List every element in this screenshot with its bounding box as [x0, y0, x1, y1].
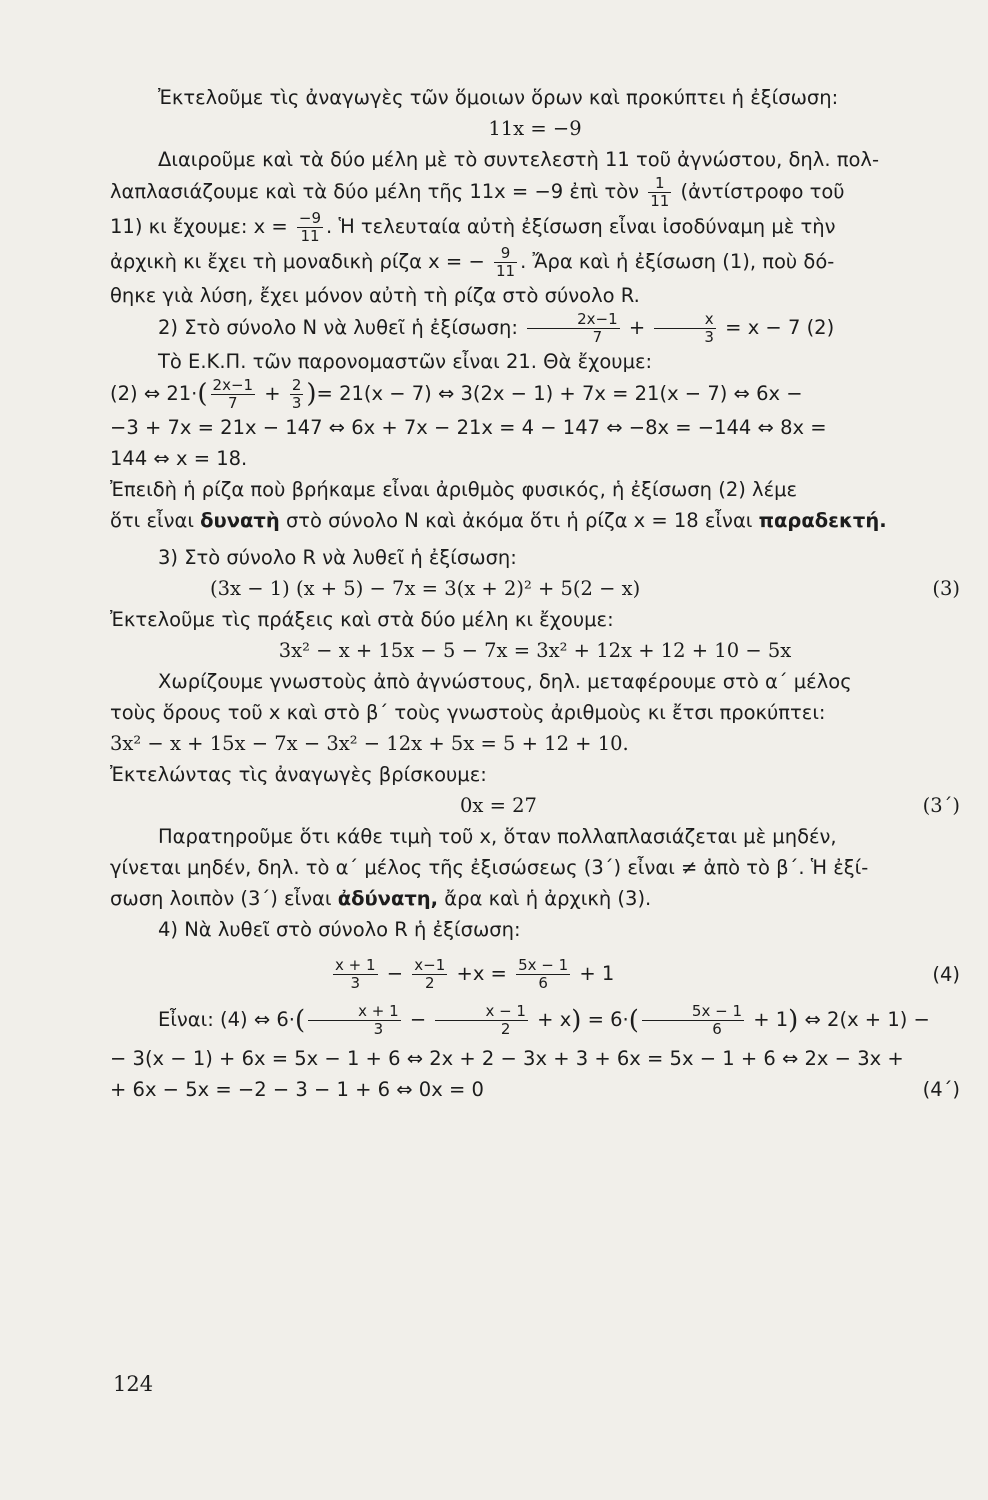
equation-row: (3x − 1) (x + 5) − 7x = 3(x + 2)² + 5(2 − x) (3): [210, 577, 960, 600]
equation-row: 0x = 27 (3΄): [460, 794, 960, 817]
text-line: τοὺς ὅρους τοῦ x καὶ στὸ β΄ τοὺς γνωστοὺς ἀριθμοὺς κι ἔτσι προκύπτει:: [110, 701, 826, 724]
bold-term: ἀδύνατη,: [337, 887, 439, 910]
fraction: $\frac{2}{3}$: [291, 376, 302, 412]
document-body: [110, 82, 960, 1105]
text-line: ἀρχικὴ κι ἔχει τὴ μοναδικὴ ρίζα x = − $\frac{9}{11}$ . Ἄρα καὶ ἡ ἐξίσωση (1), ποὺ δό-: [110, 244, 835, 280]
text-line: Παρατηροῦμε ὅτι κάθε τιμὴ τοῦ x, ὅταν πολλαπλασιάζεται μὲ μηδέν,: [158, 825, 837, 848]
text-line: Εἶναι: (4) ⇔ 6·( $\frac{x + 1}{3}$ − $\frac{x - 1}{2}$ + x) = 6·( $\frac{5x - 1}{6}$ + 1) ⇔ 2(x + 1) −: [158, 1002, 930, 1038]
text-line: λαπλασιάζουμε καὶ τὰ δύο μέλη τῆς 11x = −9 ἐπὶ τὸν $\frac{1}{11}$ (ἀντίστροφο τοῦ: [110, 174, 845, 210]
fraction: $\frac{x + 1}{3}$: [308, 1003, 401, 1038]
text-line: Τὸ Ε.Κ.Π. τῶν παρονομαστῶν εἶναι 21. Θὰ ἔχουμε:: [158, 350, 653, 373]
text-line: 3) Στὸ σύνολο R νὰ λυθεῖ ἡ ἐξίσωση:: [158, 546, 517, 569]
fraction: $\frac{5x - 1}{6}$: [642, 1003, 744, 1038]
equation-row: $\frac{x + 1}{3}$ − $\frac{x-1}{2}$ +x = $\frac{5x - 1}{6}$ + 1 (4): [335, 955, 960, 992]
text-line: (2) ⇔ 21·( $\frac{2x-1}{7}$ + $\frac{2}{3}$ )= 21(x − 7) ⇔ 3(2x − 1) + 7x = 21(x − 7) ⇔ 6x −: [110, 376, 803, 412]
fraction: $\frac{5x - 1}{6}$: [518, 955, 569, 992]
bold-term: δυνατὴ: [200, 509, 280, 532]
text-line: 11) κι ἔχουμε: x = $\frac{-9}{11}$ . Ἡ τελευταία αὐτὴ ἐξίσωση εἶναι ἰσοδύναμη μὲ τὴν: [110, 209, 836, 245]
text-line: Διαιροῦμε καὶ τὰ δύο μέλη μὲ τὸ συντελεστὴ 11 τοῦ ἀγνώστου, δηλ. πολ-: [158, 148, 879, 171]
text-line: 4) Νὰ λυθεῖ στὸ σύνολο R ἡ ἐξίσωση:: [158, 918, 521, 941]
equation: 3x² − x + 15x − 5 − 7x = 3x² + 12x + 12 + 10 − 5x: [278, 639, 792, 662]
text-line: 144 ⇔ x = 18.: [110, 447, 248, 470]
text-line: γίνεται μηδέν, δηλ. τὸ α΄ μέλος τῆς ἐξισώσεως (3΄) εἶναι ≠ ἀπὸ τὸ β΄. Ἡ ἐξί-: [110, 856, 869, 879]
text-line: σωση λοιπὸν (3΄) εἶναι ἀδύνατη, ἄρα καὶ ἡ ἀρχικὴ (3).: [110, 887, 652, 910]
fraction: $\frac{x - 1}{2}$: [435, 1003, 528, 1038]
fraction: $\frac{x-1}{2}$: [414, 955, 446, 992]
text-line: ὅτι εἶναι δυνατὴ στὸ σύνολο N καὶ ἀκόμα ὅτι ἡ ρίζα x = 18 εἶναι παραδεκτή.: [110, 509, 887, 532]
fraction: $\frac{x}{3}$: [654, 311, 716, 346]
text-line: −3 + 7x = 21x − 147 ⇔ 6x + 7x − 21x = 4 − 147 ⇔ −8x = −144 ⇔ 8x =: [110, 416, 827, 439]
text-line: θηκε γιὰ λύση, ἔχει μόνον αὐτὴ τὴ ρίζα στὸ σύνολο R.: [110, 284, 640, 307]
page-number: 124: [113, 1372, 154, 1396]
text-line: 2) Στὸ σύνολο N νὰ λυθεῖ ἡ ἐξίσωση: $\frac{2x-1}{7}$ + $\frac{x}{3}$ = x − 7 (2): [158, 310, 835, 346]
fraction: $\frac{2x-1}{7}$: [527, 311, 620, 346]
equation-row: + 6x − 5x = −2 − 3 − 1 + 6 ⇔ 0x = 0 (4΄): [110, 1078, 960, 1101]
text-line: Ἐπειδὴ ἡ ρίζα ποὺ βρήκαμε εἶναι ἀριθμὸς φυσικός, ἡ ἐξίσωση (2) λέμε: [110, 478, 798, 501]
bold-term: παραδεκτή.: [758, 509, 887, 532]
fraction: $\frac{1}{11}$: [650, 174, 670, 210]
text-line: Ἐκτελοῦμε τὶς ἀναγωγὲς τῶν ὅμοιων ὅρων καὶ προκύπτει ἡ ἐξίσωση:: [158, 86, 839, 109]
fraction: $\frac{-9}{11}$: [298, 209, 322, 245]
fraction: $\frac{x + 1}{3}$: [335, 955, 376, 992]
fraction: $\frac{2x-1}{7}$: [212, 376, 254, 412]
text-line: − 3(x − 1) + 6x = 5x − 1 + 6 ⇔ 2x + 2 − 3x + 3 + 6x = 5x − 1 + 6 ⇔ 2x − 3x +: [110, 1047, 904, 1070]
text-line: Χωρίζουμε γνωστοὺς ἀπὸ ἀγνώστους, δηλ. μεταφέρουμε στὸ α΄ μέλος: [158, 670, 852, 693]
text-line: Ἐκτελώντας τὶς ἀναγωγὲς βρίσκουμε:: [110, 763, 487, 786]
equation: 11x = −9: [488, 117, 582, 140]
text-line: 3x² − x + 15x − 7x − 3x² − 12x + 5x = 5 + 12 + 10.: [110, 732, 629, 755]
text-line: Ἐκτελοῦμε τὶς πράξεις καὶ στὰ δύο μέλη κι ἔχουμε:: [110, 608, 614, 631]
fraction: $\frac{9}{11}$: [496, 244, 516, 280]
